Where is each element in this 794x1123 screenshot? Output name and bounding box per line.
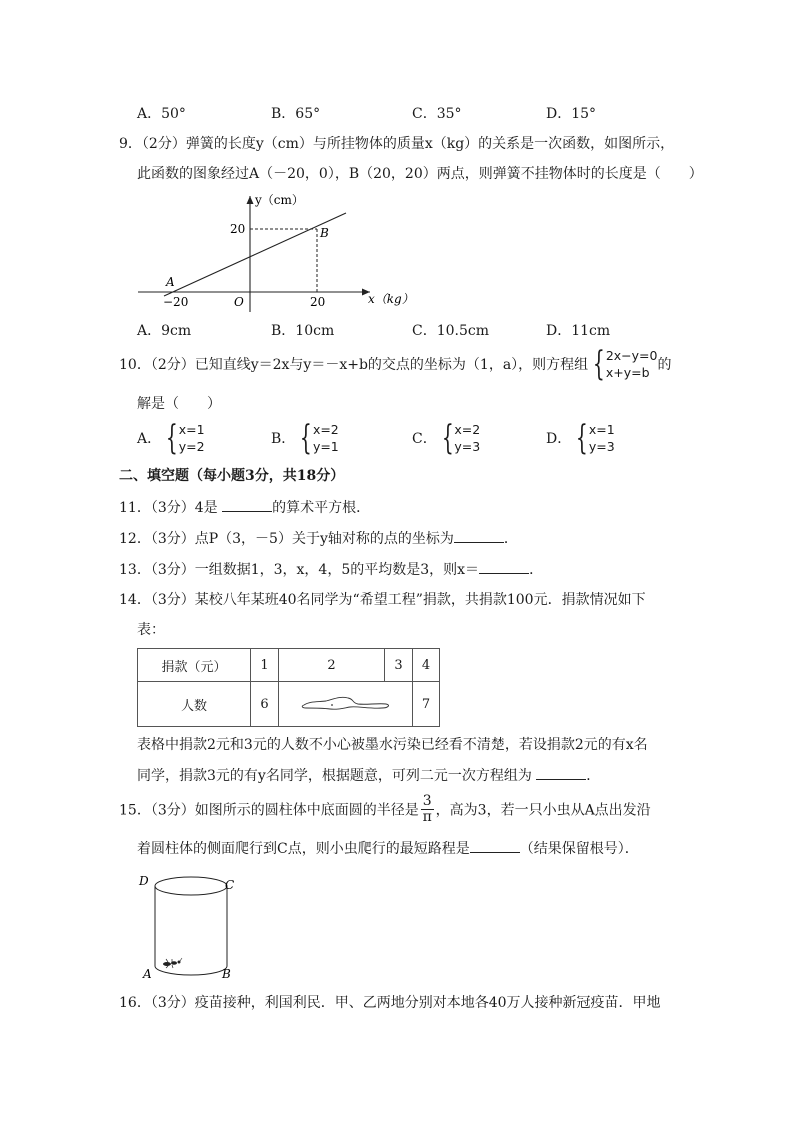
q9-option-d: D．11cm xyxy=(546,323,611,339)
table-row xyxy=(138,649,440,682)
y-axis-arrow xyxy=(247,196,254,204)
label-c: C xyxy=(225,878,235,892)
q11-blank xyxy=(222,497,272,512)
q12-blank xyxy=(454,528,504,543)
q10-brace: { xyxy=(593,344,605,384)
q16-stem-line1: 16．（3分）疫苗接种，利国利民．甲、乙两地分别对本地各40万人接种新冠疫苗．甲地 xyxy=(119,995,661,1011)
q10-eq1: 2x−y=0 xyxy=(605,348,658,363)
q8-option-d: D．15° xyxy=(546,106,597,122)
table-cell: 捐款（元） xyxy=(138,649,251,682)
q9-stem-line2: 此函数的图象经过A（－20，0），B（20，20）两点，则弹簧不挂物体时的长度是（ ） xyxy=(137,166,703,182)
q9-option-b: B．10cm xyxy=(271,323,335,339)
point-b-label: B xyxy=(320,226,329,240)
ink-stain-cell xyxy=(279,682,413,727)
table-cell: 人数 xyxy=(138,682,251,727)
q15-stem-line1: 15．（3分）如图所示的圆柱体中底面圆的半径是 $\frac{3}{\pi}$ ，高为3，若一只小虫从A点出发沿 xyxy=(119,793,651,825)
table-cell: 3 xyxy=(385,649,413,682)
q10-option-a: A． { x=1 y=2 xyxy=(137,418,205,458)
q9-option-c: C．10.5cm xyxy=(412,323,489,339)
q8-option-c: C．35° xyxy=(412,106,462,122)
q8-option-b: B．65° xyxy=(271,106,321,122)
section-2-title: 二、填空题（每小题3分，共18分） xyxy=(119,468,345,484)
cylinder-bottom-front xyxy=(155,966,227,975)
q15-stem-line2: 着圆柱体的侧面爬行到C点，则小虫爬行的最短路程是 （结果保留根号）． xyxy=(137,838,639,859)
point-a-label: A xyxy=(166,275,175,289)
table-cell: 7 xyxy=(413,682,440,727)
q9-spring-graph xyxy=(130,188,420,318)
table-cell: 2 xyxy=(279,649,385,682)
q10-option-c: C． { x=2 y=3 xyxy=(412,418,481,458)
q10-stem xyxy=(119,344,672,384)
q10-text: 10．（2分）已知直线y＝2x与y＝－x+b的交点的坐标为（1，a），则方程组 xyxy=(119,357,589,373)
fraction-3-over-pi: $\frac{3}{\pi}$ xyxy=(422,793,432,825)
y-axis-label: y（cm） xyxy=(255,193,304,207)
q8-option-a: A．50° xyxy=(137,106,186,122)
ink-stain-image xyxy=(296,689,396,715)
q9-option-a: A．9cm xyxy=(137,323,192,339)
q12: 12．（3分）点P（3，－5）关于y轴对称的点的坐标为 ． xyxy=(119,528,518,549)
q10-system xyxy=(606,347,658,381)
q14-stem-line4: 同学，捐款3元的有y名同学，根据题意，可列二元一次方程组为 ． xyxy=(137,765,600,786)
q14-stem-line3: 表格中捐款2元和3元的人数不小心被墨水污染已经看不清楚，若设捐款2元的有x名 xyxy=(137,737,648,753)
x-tick-neg20: −20 xyxy=(163,295,189,309)
table-cell: 4 xyxy=(413,649,440,682)
q9-stem-line1: 9．（2分）弹簧的长度y（cm）与所挂物体的质量x（kg）的关系是一次函数，如图所示， xyxy=(119,136,675,152)
x-tick-20: 20 xyxy=(310,295,326,309)
table-cell: 6 xyxy=(251,682,279,727)
ant-icon xyxy=(163,958,182,968)
q15-blank xyxy=(470,838,520,853)
table-row xyxy=(138,682,440,727)
q10-tail: 的 xyxy=(657,357,672,373)
donation-table xyxy=(137,648,440,727)
q11: 11．（3分）4是 的算术平方根． xyxy=(119,497,370,518)
q14-stem-line2: 表： xyxy=(137,622,165,638)
label-a: A xyxy=(143,967,152,981)
function-line xyxy=(164,213,346,296)
q10-stem-line2: 解是（ ） xyxy=(137,396,221,412)
q10-option-b: B． { x=2 y=1 xyxy=(271,418,339,458)
table-cell: 1 xyxy=(251,649,279,682)
label-b: B xyxy=(222,967,231,981)
cylinder-top xyxy=(155,877,227,895)
q14-stem-line1: 14．（3分）某校八年某班40名同学为“希望工程”捐款，共捐款100元．捐款情况如下 xyxy=(119,592,646,608)
cylinder-figure xyxy=(134,868,244,984)
x-axis-label: x（kg） xyxy=(368,292,414,306)
q13-blank xyxy=(479,559,529,574)
q10-option-d: D． { x=1 y=3 xyxy=(546,418,615,458)
q10-eq2: x+y=b xyxy=(605,365,650,380)
y-tick-20: 20 xyxy=(230,222,246,236)
label-d: D xyxy=(139,874,149,888)
q13: 13．（3分）一组数据1，3，x，4，5的平均数是3，则x＝ ． xyxy=(119,559,543,580)
origin-label: O xyxy=(234,295,244,309)
q14-blank xyxy=(536,765,586,780)
